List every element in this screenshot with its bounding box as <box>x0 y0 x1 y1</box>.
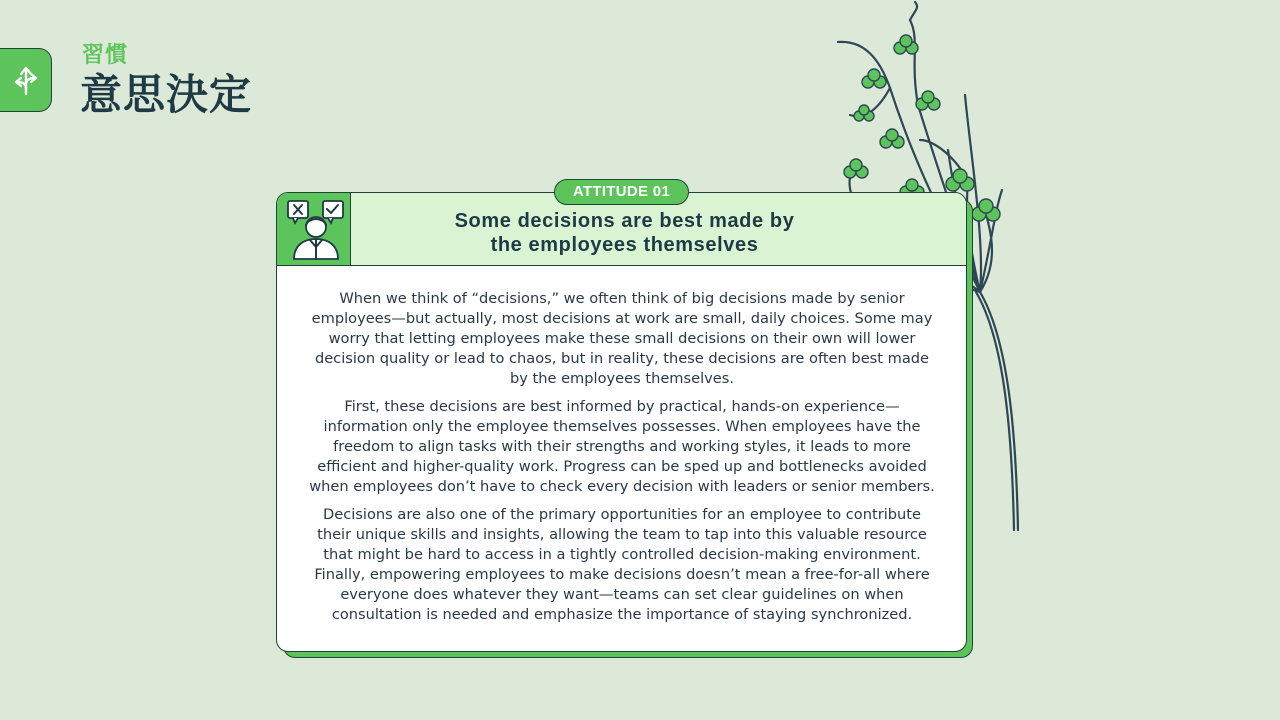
section-kicker: 習慣 <box>82 43 129 68</box>
decision-person-icon <box>277 193 351 265</box>
attitude-card <box>276 192 967 652</box>
card-heading-line2: the employees themselves <box>490 234 759 256</box>
paragraph-3: Decisions are also one of the primary opportunities for an employee to contribute their unique skills and insights, allowing the team to tap into this valuable resource that might be hard to access in a tightly controlled decision-making environment. Finally, empowering employees to make decisions doesn’t mean a free-for-all where everyone does whatever they want—teams can set clear guidelines on when consultation is needed and emphasize the importance of staying synchronized. <box>314 506 930 623</box>
icon-box <box>277 193 351 265</box>
card-heading <box>387 209 862 257</box>
card-body <box>307 289 937 633</box>
paragraph-1: When we think of “decisions,” we often think of big decisions made by senior employees—but actually, most decisions at work are small, daily choices. Some may worry that letting employees make these small decisions on their own will lower decision quality or lead to chaos, but in reality, these decisions are often best made by the employees themselves. <box>311 290 933 387</box>
paragraph-2: First, these decisions are best informed by practical, hands-on experience—information only the employee themselves possesses. When employees have the freedom to align tasks with their strengths and working styles, it leads to more efficient and higher-quality work. Progress can be sped up and bottlenecks avoided when employees don’t have to check every decision with leaders or senior members. <box>309 398 935 495</box>
attitude-badge: ATTITUDE 01 <box>554 179 689 205</box>
card-heading-line1: Some decisions are best made by <box>454 210 795 232</box>
split-arrows-icon <box>8 62 44 98</box>
page-title: 意思決定 <box>80 70 253 119</box>
section-tab <box>0 48 52 112</box>
